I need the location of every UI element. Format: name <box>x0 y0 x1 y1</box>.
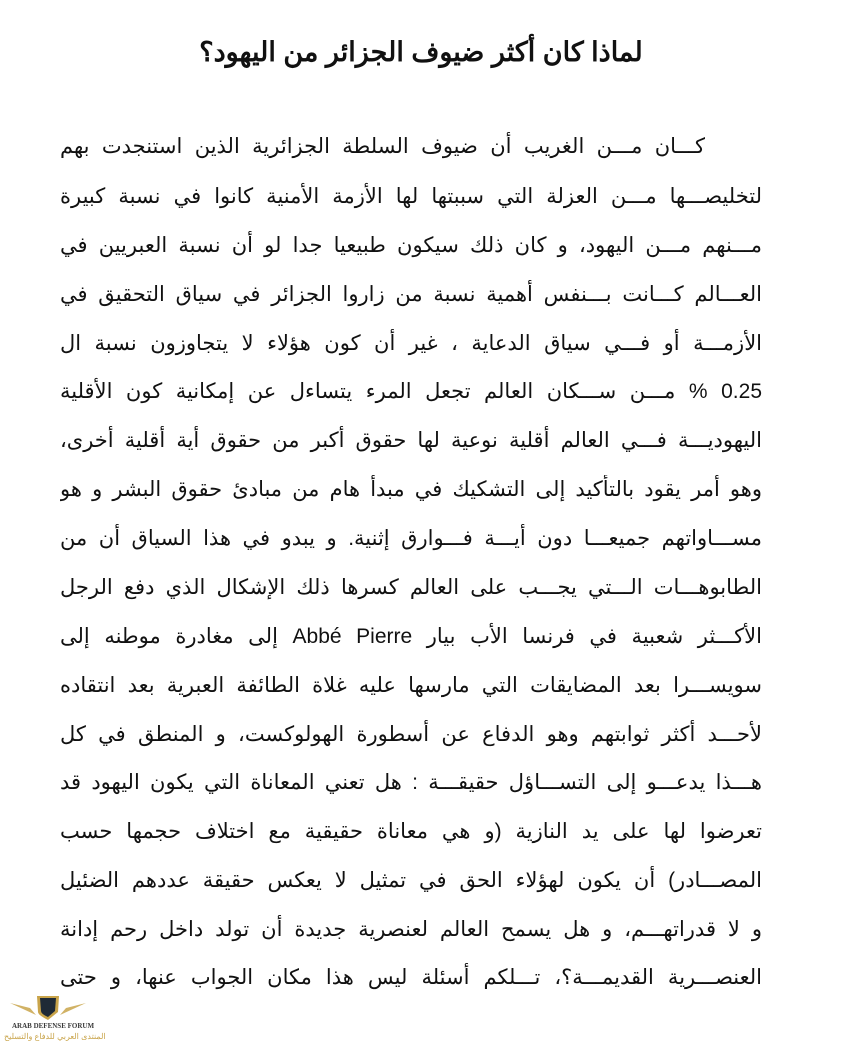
body-line: الأزمـــة أو فـــي سياق الدعاية ، غير أن كون هؤلاء لا يتجاوزون نسبة ال <box>60 332 762 355</box>
body-line: سويســـرا بعد المضايقات التي مارسها عليه غلاة الطائفة العبرية بعد انتقاده <box>60 674 762 697</box>
body-line: العـــالم كـــانت بـــنفس أهمية نسبة من زاروا الجزائر في سياق التحقيق في <box>60 283 762 306</box>
watermark-name-en: ARAB DEFENSE FORUM <box>12 1022 95 1030</box>
body-line: تعرضوا لها على يد النازية (و هي معاناة حقيقية مع اختلاف حجمها حسب <box>60 820 762 843</box>
forum-logo-icon <box>8 995 88 1021</box>
body-line: لأحـــد أكثر ثوابتهم وهو الدفاع عن أسطورة الهولوكست، و المنطق في كل <box>60 723 762 746</box>
body-line: 0.25 % مـــن ســـكان العالم تجعل المرء يتساءل عن إمكانية كون الأقلية <box>60 380 762 403</box>
body-line: الطابوهـــات الـــتي يجـــب على العالم كسرها ذلك الإشكال الذي دفع الرجل <box>60 576 762 599</box>
body-line: لتخليصـــها مـــن العزلة التي سببتها لها الأزمة الأمنية كانوا في نسبة كبيرة <box>60 185 762 208</box>
body-line: و لا قدراتهـــم، و هل يسمح العالم لعنصرية جديدة أن تولد داخل رحم إدانة <box>60 918 762 941</box>
body-line: وهو أمر يقود بالتأكيد إلى التشكيك في مبدأ هام من مبادئ حقوق البشر و هو <box>60 478 762 501</box>
body-line: الأكـــثر شعبية في فرنسا الأب بيار Abbé Pierre إلى مغادرة موطنه إلى <box>60 625 762 648</box>
body-line: مـــنهم مـــن اليهود، و كان ذلك سيكون طبيعيا جدا لو أن نسبة العبريين في <box>60 234 762 257</box>
body-line: العنصـــرية القديمـــة؟، تـــلكم أسئلة ليس هذا مكان الجواب عنها، و حتى <box>60 966 762 989</box>
body-line: مســـاواتهم جميعـــا دون أيـــة فـــوارق إثنية. و يبدو في هذا السياق أن من <box>60 527 762 550</box>
body-line: اليهوديـــة فـــي العالم أقلية نوعية لها حقوق أكبر من حقوق أية أقلية أخرى، <box>60 429 762 452</box>
watermark-name-ar: المنتدى العربي للدفاع والتسليح <box>4 1032 106 1041</box>
body-line: كـــان مـــن الغريب أن ضيوف السلطة الجزائرية الذين استنجدت بهم <box>60 135 705 158</box>
body-line: المصـــادر) أن يكون لهؤلاء الحق في تمثيل لا يعكس حقيقة عددهم الضئيل <box>60 869 762 892</box>
article-title: لماذا كان أكثر ضيوف الجزائر من اليهود؟ <box>199 37 643 67</box>
body-line: هـــذا يدعـــو إلى التســـاؤل حقيقـــة : هل تعني المعاناة التي يكون اليهود قد <box>60 771 762 794</box>
